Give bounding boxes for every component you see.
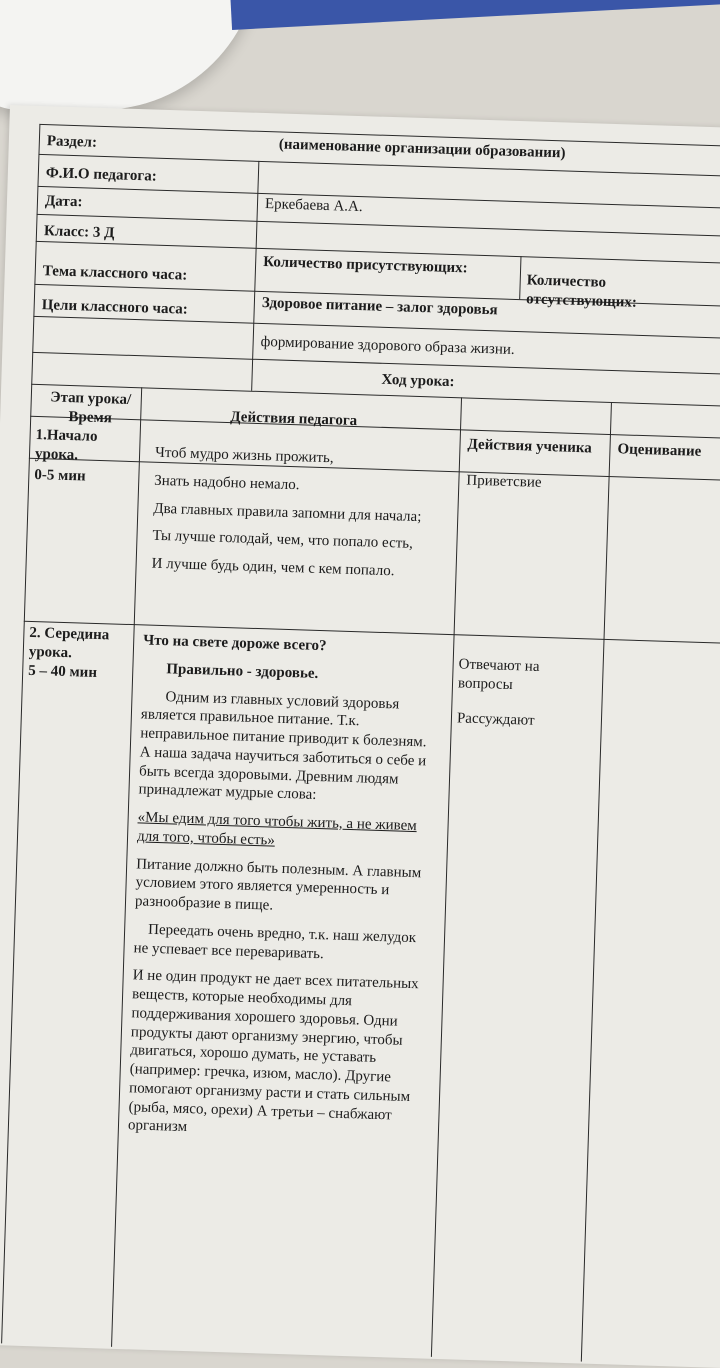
column-student: Действия ученика xyxy=(467,436,593,457)
stage1-label: 1.Начало урока. xyxy=(34,426,98,464)
stage1-line-4: Ты лучше голодай, чем, что попало есть, xyxy=(152,527,414,553)
stage2-answer: Правильно - здоровье. xyxy=(166,660,319,682)
column-assessment: Оценивание xyxy=(617,441,702,460)
topic-label: Тема классного часа: xyxy=(42,263,188,284)
stage2-para3: Переедать очень вредно, т.к. наш желудок не успевает все переваривать. xyxy=(133,921,417,962)
column-teacher: Действия педагога xyxy=(230,409,358,430)
section-label: Раздел: xyxy=(46,133,98,151)
stage1-student: Приветсвие xyxy=(466,472,542,491)
stage1-time: 0-5 мин xyxy=(34,466,86,485)
stage2-para4: И не один продукт не дает всех питательных веществ, которые необходимы для поддерживания хорошего здоровья. Одни продукты дают организму энергию, чтобы двигаться, хорошо думать, не уставать (например: гречка, изюм, масло). Другие помогают организму расти и стать сильным (рыба, мясо, орехи) А третьи – снабжают организм xyxy=(127,967,419,1136)
goals-value: формирование здорового образа жизни. xyxy=(260,333,515,358)
stage2-teacher-text xyxy=(127,631,439,1153)
class-label: Класс: 3 Д xyxy=(43,223,115,242)
folded-paper-corner xyxy=(0,0,260,110)
stage2-label: 2. Середина урока. xyxy=(28,624,110,661)
stage2-para2: Питание должно быть полезным. А главным условием этого является умеренность и разнообразие в пище. xyxy=(134,855,422,914)
teacher-label: Ф.И.О педагога: xyxy=(45,165,157,185)
stage2-para1: Одним из главных условий здоровья является правильное питание. Т.к. неправильное питание приводит к болезням. А наша задача научиться заботиться о себе и быть всегда здоровыми. Древним людям принадлежат мудрые слова: xyxy=(138,688,427,804)
present-label: Количество присутствующих: xyxy=(262,254,468,277)
stage1-line-1: Чтоб мудро жизнь прожить, xyxy=(154,444,334,467)
stage1-teacher-text xyxy=(151,444,445,592)
stage2-question: Что на свете дороже всего? xyxy=(142,632,327,655)
org-name-header: (наименование организации образовании) xyxy=(278,136,566,162)
blue-folder-edge xyxy=(230,0,720,30)
stage2-quote: «Мы едим для того чтобы жить, а не живем для того, чтобы есть» xyxy=(136,809,418,849)
stage1-line-2: Знать надобно немало. xyxy=(154,472,300,494)
stage2-student-2: Рассуждают xyxy=(456,710,535,729)
goals-label: Цели классного часа: xyxy=(41,297,189,318)
stage1-line-3: Два главных правила запомни для начала; xyxy=(153,500,422,525)
absent-label: Количество отсутствующих: xyxy=(525,272,638,311)
lesson-title: Ход урока: xyxy=(381,371,455,391)
date-label: Дата: xyxy=(44,193,83,211)
topic-value: Здоровое питание – залог здоровья xyxy=(261,295,498,319)
stage2-time: 5 – 40 мин xyxy=(27,662,98,682)
stage2-student-1: Отвечают на вопросы xyxy=(457,656,540,693)
stage1-line-5: И лучше будь один, чем с кем попало. xyxy=(151,555,395,580)
document-page xyxy=(0,105,720,1368)
teacher-value: Еркебаева А.А. xyxy=(264,196,363,216)
column-stage: Этап урока/ Время xyxy=(50,389,132,427)
